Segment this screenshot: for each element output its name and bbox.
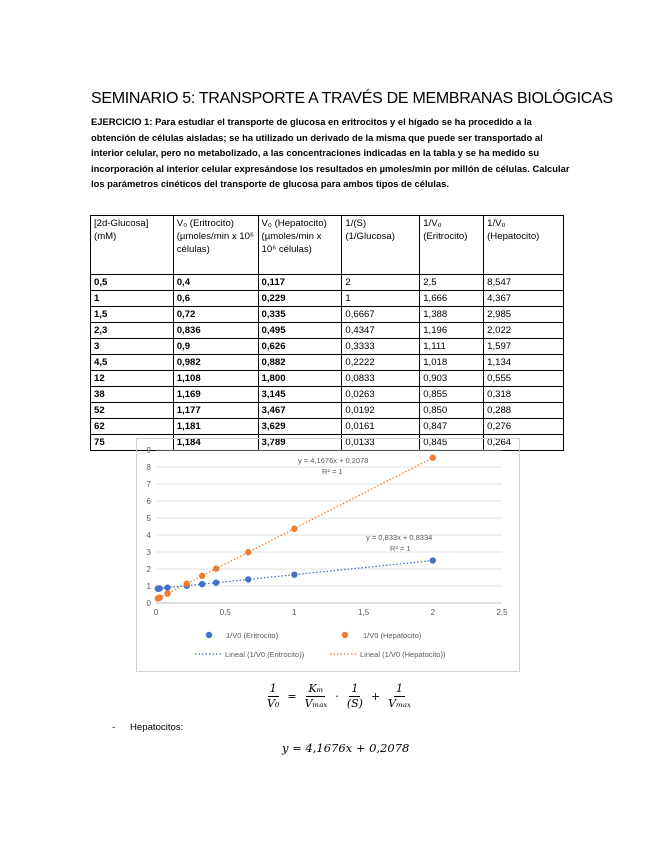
table-row (91, 291, 564, 307)
y-tick-label: 0 (146, 599, 151, 608)
data-point-hepatocito (291, 526, 297, 532)
exercise-text: : Para estudiar el transporte de glucosa en eritrocitos y el hígado se ha procedido a la obtención de células aisladas; se ha utilizado un derivado de la misma que puede ser transportado al interior celular, pero no metabolizado, a las concentraciones indicadas en la tabla y se ha medido su incorporación al interior celular expresándose los resultados en µmoles/min por millón de células. Calcular los parámetros cinéticos del transporte de glucosa para ambos tipos de células. (91, 116, 570, 190)
formula-vmax: Vₘₐₓ (304, 696, 328, 710)
x-tick-label: 2 (430, 608, 436, 617)
y-tick-label: 4 (146, 531, 151, 540)
x-tick-label: 1,5 (358, 608, 370, 617)
y-tick-label: 6 (146, 497, 151, 506)
table-row (91, 371, 564, 387)
formula-one: 1 (351, 681, 359, 695)
table-cell: 0,276 (484, 419, 564, 435)
data-point-hepatocito (245, 549, 251, 555)
table-cell: 1,111 (420, 339, 484, 355)
chart-svg (137, 439, 521, 673)
table-cell: 0,882 (258, 355, 342, 371)
table-cell: 2,3 (91, 323, 174, 339)
data-point-eritrocito (430, 557, 436, 563)
table-cell: 3,629 (258, 419, 342, 435)
data-point-hepatocito (184, 581, 190, 587)
table-cell: 2 (342, 275, 420, 291)
table-row (91, 355, 564, 371)
table-header-cell: [2d-Glucosa] (mM) (91, 216, 174, 275)
formula-dot: · (335, 689, 339, 703)
x-tick-label: 0 (153, 608, 159, 617)
x-tick-label: 1 (292, 608, 297, 617)
table-row (91, 275, 564, 291)
table-cell: 0,72 (173, 307, 258, 323)
y-tick-label: 8 (146, 463, 151, 472)
table-cell: 1,5 (91, 307, 174, 323)
y-tick-label: 5 (146, 514, 151, 523)
table-cell: 0,6 (173, 291, 258, 307)
table-cell: 0,318 (484, 387, 564, 403)
trendline-equation: y = 4,1676x + 0,2078 (298, 456, 369, 465)
page-title: SEMINARIO 5: TRANSPORTE A TRAVÉS DE MEMBRANAS BIOLÓGICAS (91, 90, 613, 107)
table-cell: 0,4 (173, 275, 258, 291)
legend-marker-hepatocito (342, 632, 348, 638)
table-cell: 2,5 (420, 275, 484, 291)
table-cell: 0,117 (258, 275, 342, 291)
table-cell: 0,9 (173, 339, 258, 355)
table-header-cell: 1/V₀ (Eritrocito) (420, 216, 484, 275)
bullet-dash: - (112, 722, 116, 733)
table-cell: 0,288 (484, 403, 564, 419)
formula-v0: V₀ (267, 696, 280, 710)
table-cell: 1,388 (420, 307, 484, 323)
table-row (91, 403, 564, 419)
table-cell: 1,181 (173, 419, 258, 435)
data-point-eritrocito (164, 584, 170, 590)
trendline-equation: y = 0,833x + 0,8334 (366, 533, 433, 542)
table-cell: 0,982 (173, 355, 258, 371)
table-cell: 1,134 (484, 355, 564, 371)
hepatocitos-bullet (112, 722, 183, 733)
table-cell: 1,018 (420, 355, 484, 371)
table-cell: 0,5 (91, 275, 174, 291)
data-point-hepatocito (155, 595, 161, 601)
table-cell: 0,264 (484, 435, 564, 451)
table-cell: 0,555 (484, 371, 564, 387)
data-point-hepatocito (213, 565, 219, 571)
table-cell: 0,335 (258, 307, 342, 323)
table-cell: 8,547 (484, 275, 564, 291)
trendline-r2: R² = 1 (322, 467, 343, 476)
table-cell: 38 (91, 387, 174, 403)
table-cell: 1,169 (173, 387, 258, 403)
table-cell: 0,0161 (342, 419, 420, 435)
table-row (91, 387, 564, 403)
table-header-cell: V₀ (Eritrocito) (µmoles/min x 10⁶ células) (173, 216, 258, 275)
table-row (91, 307, 564, 323)
table-cell: 0,903 (420, 371, 484, 387)
lineweaver-burk-chart (136, 438, 520, 672)
table-cell: 62 (91, 419, 174, 435)
table-cell: 4,367 (484, 291, 564, 307)
fraction-inverse-vmax (386, 682, 413, 711)
table-cell: 0,850 (420, 403, 484, 419)
table-header-row (91, 216, 564, 275)
y-tick-label: 9 (146, 446, 151, 455)
table-cell: 0,845 (420, 435, 484, 451)
trendline-r2: R² = 1 (390, 544, 411, 553)
legend-marker-eritrocito (206, 632, 212, 638)
table-cell: 1 (91, 291, 174, 307)
table-cell: 52 (91, 403, 174, 419)
data-point-eritrocito (199, 581, 205, 587)
legend-label: Lineal (1/V0 (Hepatocito)) (360, 650, 446, 659)
exercise-label: EJERCICIO 1 (91, 116, 150, 127)
table-cell: 0,0833 (342, 371, 420, 387)
table-cell: 0,4347 (342, 323, 420, 339)
lineweaver-burk-formula (262, 678, 416, 714)
x-tick-label: 0,5 (219, 608, 231, 617)
legend-label: 1/V0 (Eritrocito) (226, 631, 279, 640)
table-cell: 1,108 (173, 371, 258, 387)
table-cell: 0,847 (420, 419, 484, 435)
data-point-eritrocito (213, 579, 219, 585)
fraction-inverse-s (345, 682, 365, 711)
table-cell: 0,6667 (342, 307, 420, 323)
data-point-hepatocito (430, 455, 436, 461)
table-cell: 0,0263 (342, 387, 420, 403)
data-point-eritrocito (155, 585, 161, 591)
formula-vmax: Vₘₐₓ (388, 696, 411, 710)
formula-s: (S) (346, 696, 363, 710)
data-table (90, 215, 564, 451)
table-cell: 1,184 (173, 435, 258, 451)
formula-km: Kₘ (308, 681, 324, 695)
data-point-hepatocito (164, 590, 170, 596)
data-point-eritrocito (291, 571, 297, 577)
data-point-eritrocito (245, 576, 251, 582)
table-row (91, 323, 564, 339)
legend-label: Lineal (1/V0 (Eritrocito)) (225, 650, 305, 659)
table-cell: 0,855 (420, 387, 484, 403)
table-cell: 75 (91, 435, 174, 451)
exercise-intro (91, 114, 571, 192)
hepatocitos-label: Hepatocitos: (130, 722, 184, 733)
table-cell: 0,495 (258, 323, 342, 339)
table-cell: 12 (91, 371, 174, 387)
table-cell: 3,467 (258, 403, 342, 419)
fraction-km-vmax (303, 682, 330, 711)
table-cell: 0,0133 (342, 435, 420, 451)
table-cell: 1,800 (258, 371, 342, 387)
table-cell: 0,0192 (342, 403, 420, 419)
table-cell: 0,626 (258, 339, 342, 355)
formula-one: 1 (396, 681, 404, 695)
table-header-cell: 1/V₀ (Hepatocito) (484, 216, 564, 275)
table-cell: 2,022 (484, 323, 564, 339)
formula-one: 1 (269, 681, 277, 695)
legend-label: 1/V0 (Hepatocito) (363, 631, 422, 640)
table-cell: 1,177 (173, 403, 258, 419)
table-cell: 2,985 (484, 307, 564, 323)
table-row (91, 419, 564, 435)
table-cell: 3 (91, 339, 174, 355)
hepatocitos-equation: y = 4,1676x + 0,2078 (282, 741, 410, 755)
data-point-hepatocito (199, 573, 205, 579)
table-row (91, 339, 564, 355)
table-cell: 1,196 (420, 323, 484, 339)
formula-plus: + (370, 689, 381, 703)
table-header-cell: V₀ (Hepatocito) (µmoles/min x 10⁶ células) (258, 216, 342, 275)
table-cell: 0,2222 (342, 355, 420, 371)
y-tick-label: 1 (146, 582, 151, 591)
fraction-inverse-v0 (265, 682, 281, 711)
table-cell: 1 (342, 291, 420, 307)
table-cell: 1,597 (484, 339, 564, 355)
table-cell: 3,789 (258, 435, 342, 451)
table-cell: 0,836 (173, 323, 258, 339)
y-tick-label: 3 (146, 548, 151, 557)
table-cell: 0,3333 (342, 339, 420, 355)
table-header-cell: 1/(S) (1/Glucosa) (342, 216, 420, 275)
y-tick-label: 7 (146, 480, 151, 489)
y-tick-label: 2 (146, 565, 151, 574)
table-cell: 4,5 (91, 355, 174, 371)
table-cell: 0,229 (258, 291, 342, 307)
table-cell: 1,666 (420, 291, 484, 307)
formula-equals: = (287, 689, 297, 703)
x-tick-label: 2,5 (496, 608, 508, 617)
table-cell: 3,145 (258, 387, 342, 403)
